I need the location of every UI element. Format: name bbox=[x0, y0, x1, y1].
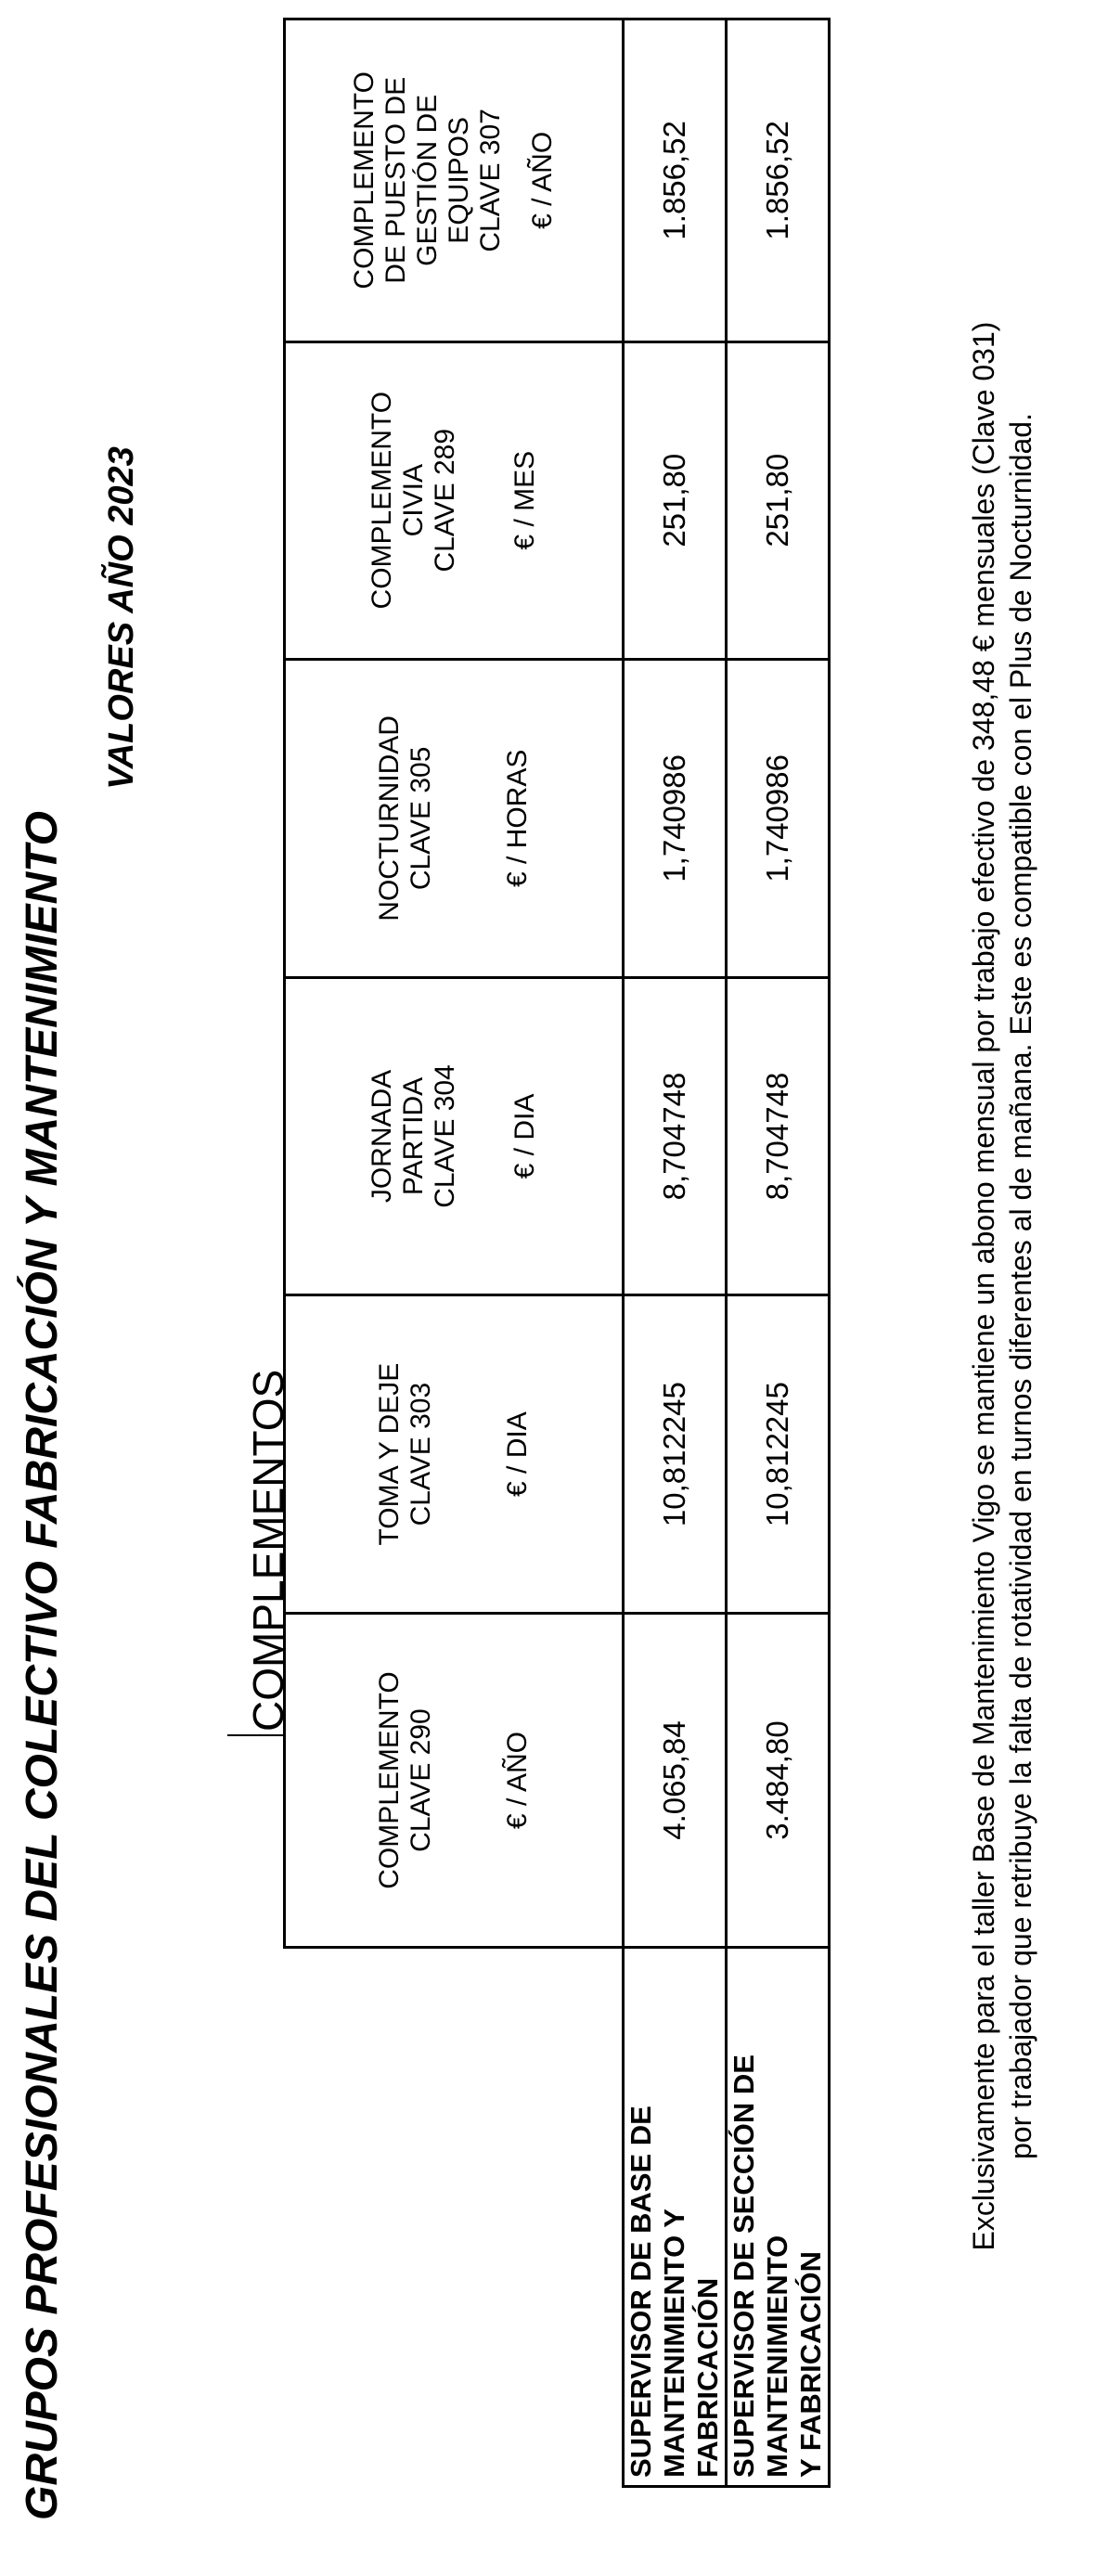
document-subtitle: VALORES AÑO 2023 bbox=[102, 446, 141, 790]
column-name-line: JORNADA bbox=[367, 1069, 397, 1204]
table-cell: 3.484,80 bbox=[727, 1614, 830, 1948]
column-name-line: CLAVE 307 bbox=[475, 109, 506, 252]
table-cell: 251,80 bbox=[727, 341, 830, 659]
row-label-line: SUPERVISOR DE SECCIÓN DE MANTENIMIENTO bbox=[728, 2054, 793, 2478]
table-row bbox=[727, 19, 830, 2487]
column-header bbox=[285, 977, 624, 1294]
column-name-line: COMPLEMENTO bbox=[349, 71, 380, 290]
column-name-line: COMPLEMENTO bbox=[374, 1671, 405, 1889]
column-header bbox=[285, 19, 624, 342]
table-cell: 1.856,52 bbox=[624, 19, 727, 342]
column-header bbox=[285, 659, 624, 977]
column-name-line: CIVIA bbox=[398, 464, 429, 537]
footnote bbox=[965, 71, 1039, 2502]
column-name-line: DE PUESTO DE bbox=[380, 76, 411, 284]
column-header bbox=[285, 1295, 624, 1614]
row-label bbox=[727, 1947, 830, 2486]
table-cell: 1,740986 bbox=[624, 659, 727, 977]
table-corner-cell bbox=[285, 1947, 624, 2486]
column-name-line: CLAVE 290 bbox=[406, 1708, 436, 1852]
column-name-line: CLAVE 304 bbox=[430, 1064, 460, 1208]
row-label-line: SUPERVISOR DE BASE DE MANTENIMIENTO Y bbox=[625, 2106, 690, 2478]
column-unit: € / MES bbox=[509, 450, 540, 550]
column-name-line: COMPLEMENTO bbox=[367, 391, 397, 610]
column-name-line: CLAVE 289 bbox=[430, 428, 460, 573]
column-name-line: GESTIÓN DE bbox=[412, 94, 443, 266]
footnote-line: por trabajador que retribuye la falta de rotatividad en turnos diferentes al de mañana. Este es compatible con el Plus de Nocturnidad. bbox=[1004, 413, 1037, 2160]
complementos-heading: COMPLEMENTOS bbox=[244, 1369, 292, 1732]
table-cell: 1.856,52 bbox=[727, 19, 830, 342]
table-cell: 8,704748 bbox=[727, 977, 830, 1294]
column-name-line: NOCTURNIDAD bbox=[374, 715, 405, 921]
footnote-line: Exclusivamente para el taller Base de Mantenimiento Vigo se mantiene un abono mensual por trabajo efectivo de 348,48 € mensuales (Clave 031) bbox=[967, 321, 1000, 2251]
column-unit: € / AÑO bbox=[502, 1732, 533, 1830]
table-header-row bbox=[285, 19, 624, 2487]
table-cell: 1,740986 bbox=[727, 659, 830, 977]
table-cell: 8,704748 bbox=[624, 977, 727, 1294]
table-row bbox=[624, 19, 727, 2487]
column-header bbox=[285, 341, 624, 659]
complementos-table bbox=[283, 18, 831, 2488]
row-label-line: FABRICACIÓN bbox=[691, 2277, 724, 2478]
group-divider bbox=[227, 1734, 285, 1736]
row-label-line: Y FABRICACIÓN bbox=[794, 2250, 827, 2478]
column-unit: € / AÑO bbox=[527, 131, 558, 229]
column-name-line: CLAVE 303 bbox=[406, 1382, 436, 1526]
document-title: GRUPOS PROFESIONALES DEL COLECTIVO FABRICACIÓN Y MANTENIMIENTO bbox=[18, 811, 67, 2520]
column-unit: € / HORAS bbox=[502, 749, 533, 888]
row-label bbox=[624, 1947, 727, 2486]
column-unit: € / DIA bbox=[502, 1411, 533, 1497]
table-cell: 4.065,84 bbox=[624, 1614, 727, 1948]
column-name-line: CLAVE 305 bbox=[406, 746, 436, 891]
column-name-line: PARTIDA bbox=[398, 1076, 429, 1196]
column-name-line: TOMA Y DEJE bbox=[374, 1362, 405, 1546]
column-header bbox=[285, 1614, 624, 1948]
table-cell: 10,812245 bbox=[727, 1295, 830, 1614]
table-cell: 10,812245 bbox=[624, 1295, 727, 1614]
column-name-line: EQUIPOS bbox=[444, 116, 474, 244]
table-cell: 251,80 bbox=[624, 341, 727, 659]
column-unit: € / DIA bbox=[509, 1093, 540, 1179]
